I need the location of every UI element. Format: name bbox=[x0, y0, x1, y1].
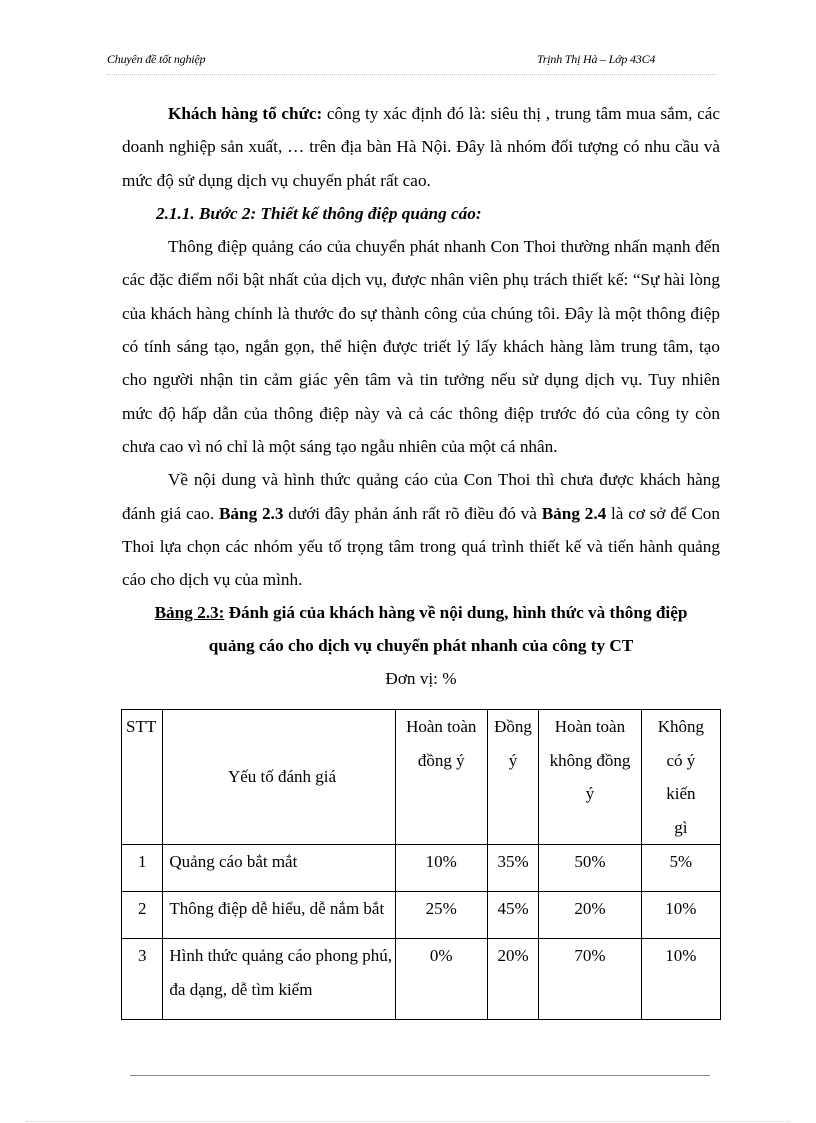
cell-fully-disagree: 50% bbox=[539, 845, 642, 892]
cell-criteria: Hình thức quảng cáo phong phú, đa dạng, dễ tìm kiếm bbox=[163, 939, 395, 1020]
ref-table-2-4: Bảng 2.4 bbox=[541, 503, 607, 523]
table-row bbox=[122, 892, 721, 939]
table-caption-line1: Đánh giá của khách hàng về nội dung, hình thức và thông điệp bbox=[224, 603, 688, 623]
cell-stt: 3 bbox=[122, 939, 163, 1020]
table-row bbox=[122, 845, 721, 892]
cell-stt: 1 bbox=[122, 845, 163, 892]
page-bottom-border bbox=[26, 1121, 790, 1122]
table-caption-line2: quảng cáo cho dịch vụ chuyển phát nhanh của công ty CT bbox=[208, 636, 634, 656]
paragraph-text: dưới đây phản ánh rất rõ điều đó và bbox=[283, 503, 542, 523]
header-author: Trịnh Thị Hà – Lớp 43C4 bbox=[537, 52, 656, 66]
header-criteria: Yếu tố đánh giá bbox=[163, 710, 395, 845]
header-stt: STT bbox=[122, 710, 163, 845]
table-caption-label: Bảng 2.3: bbox=[154, 603, 225, 623]
ref-table-2-3: Bảng 2.3 bbox=[218, 503, 284, 523]
table-unit: Đơn vị: % bbox=[385, 669, 457, 689]
cell-agree: 35% bbox=[487, 845, 538, 892]
table-row bbox=[122, 939, 721, 1020]
document-body bbox=[122, 97, 720, 696]
header-document-type: Chuyên đề tốt nghiệp bbox=[107, 52, 206, 66]
cell-fully-disagree: 20% bbox=[539, 892, 642, 939]
cell-fully-agree: 10% bbox=[395, 845, 487, 892]
cell-agree: 20% bbox=[487, 939, 538, 1020]
paragraph-customer-organization bbox=[122, 97, 720, 197]
cell-no-opinion: 10% bbox=[641, 892, 720, 939]
cell-criteria: Thông điệp dễ hiểu, dễ nắm bắt bbox=[163, 892, 395, 939]
header-no-opinion: Không có ý kiến gì bbox=[641, 710, 720, 845]
cell-stt: 2 bbox=[122, 892, 163, 939]
section-heading: 2.1.1. Bước 2: Thiết kế thông điệp quảng cáo: bbox=[156, 203, 482, 223]
page-header bbox=[0, 26, 816, 66]
footer-divider bbox=[130, 1075, 710, 1076]
term-customer-organization: Khách hàng tổ chức: bbox=[168, 104, 323, 123]
table-header-row bbox=[122, 710, 721, 845]
paragraph-text: công ty xác định đó là: siêu thị , trung tâm mua sắm, các doanh nghiệp sản xuất, … trên địa bàn Hà Nội. Đây là nhóm đối tượng có nhu cầu và mức độ sử dụng dịch vụ chuyển phát rất cao. bbox=[122, 104, 720, 190]
cell-fully-agree: 0% bbox=[395, 939, 487, 1020]
header-fully-disagree: Hoàn toàn không đồng ý bbox=[539, 710, 642, 845]
paragraph-message: Thông điệp quảng cáo của chuyển phát nhanh Con Thoi thường nhấn mạnh đến các đặc điểm nổi bật nhất của dịch vụ, được nhân viên phụ trách thiết kế: “Sự hài lòng của khách hàng chính là thước đo sự thành công của chúng tôi. Đây là một thông điệp có tính sáng tạo, ngắn gọn, thể hiện được triết lý lấy khách hàng làm trung tâm, tạo cho người nhận tin cảm giác yên tâm và tin tưởng nếu sử dụng dịch vụ. Tuy nhiên mức độ hấp dẫn của thông điệp này và cả các thông điệp trước đó của công ty còn chưa cao vì nó chỉ là một sáng tạo ngẫu nhiên của một cá nhân. bbox=[122, 237, 720, 456]
header-agree: Đồng ý bbox=[487, 710, 538, 845]
table-caption bbox=[122, 596, 720, 662]
cell-fully-disagree: 70% bbox=[539, 939, 642, 1020]
cell-no-opinion: 5% bbox=[641, 845, 720, 892]
paragraph-text: Về nội dung và hình thức quảng cáo của Con Thoi thì chưa được khách hàng đánh giá cao. bbox=[122, 470, 720, 523]
cell-criteria: Quảng cáo bắt mắt bbox=[163, 845, 395, 892]
cell-fully-agree: 25% bbox=[395, 892, 487, 939]
paragraph-text: là cơ sở để Con Thoi lựa chọn các nhóm yếu tố trọng tâm trong quá trình thiết kế và tiến hành quảng cáo cho dịch vụ của mình. bbox=[122, 503, 720, 590]
cell-no-opinion: 10% bbox=[641, 939, 720, 1020]
header-fully-agree: Hoàn toàn đồng ý bbox=[395, 710, 487, 845]
cell-agree: 45% bbox=[487, 892, 538, 939]
header-divider bbox=[107, 74, 717, 75]
paragraph-evaluation bbox=[122, 463, 720, 596]
evaluation-table bbox=[121, 709, 721, 1020]
